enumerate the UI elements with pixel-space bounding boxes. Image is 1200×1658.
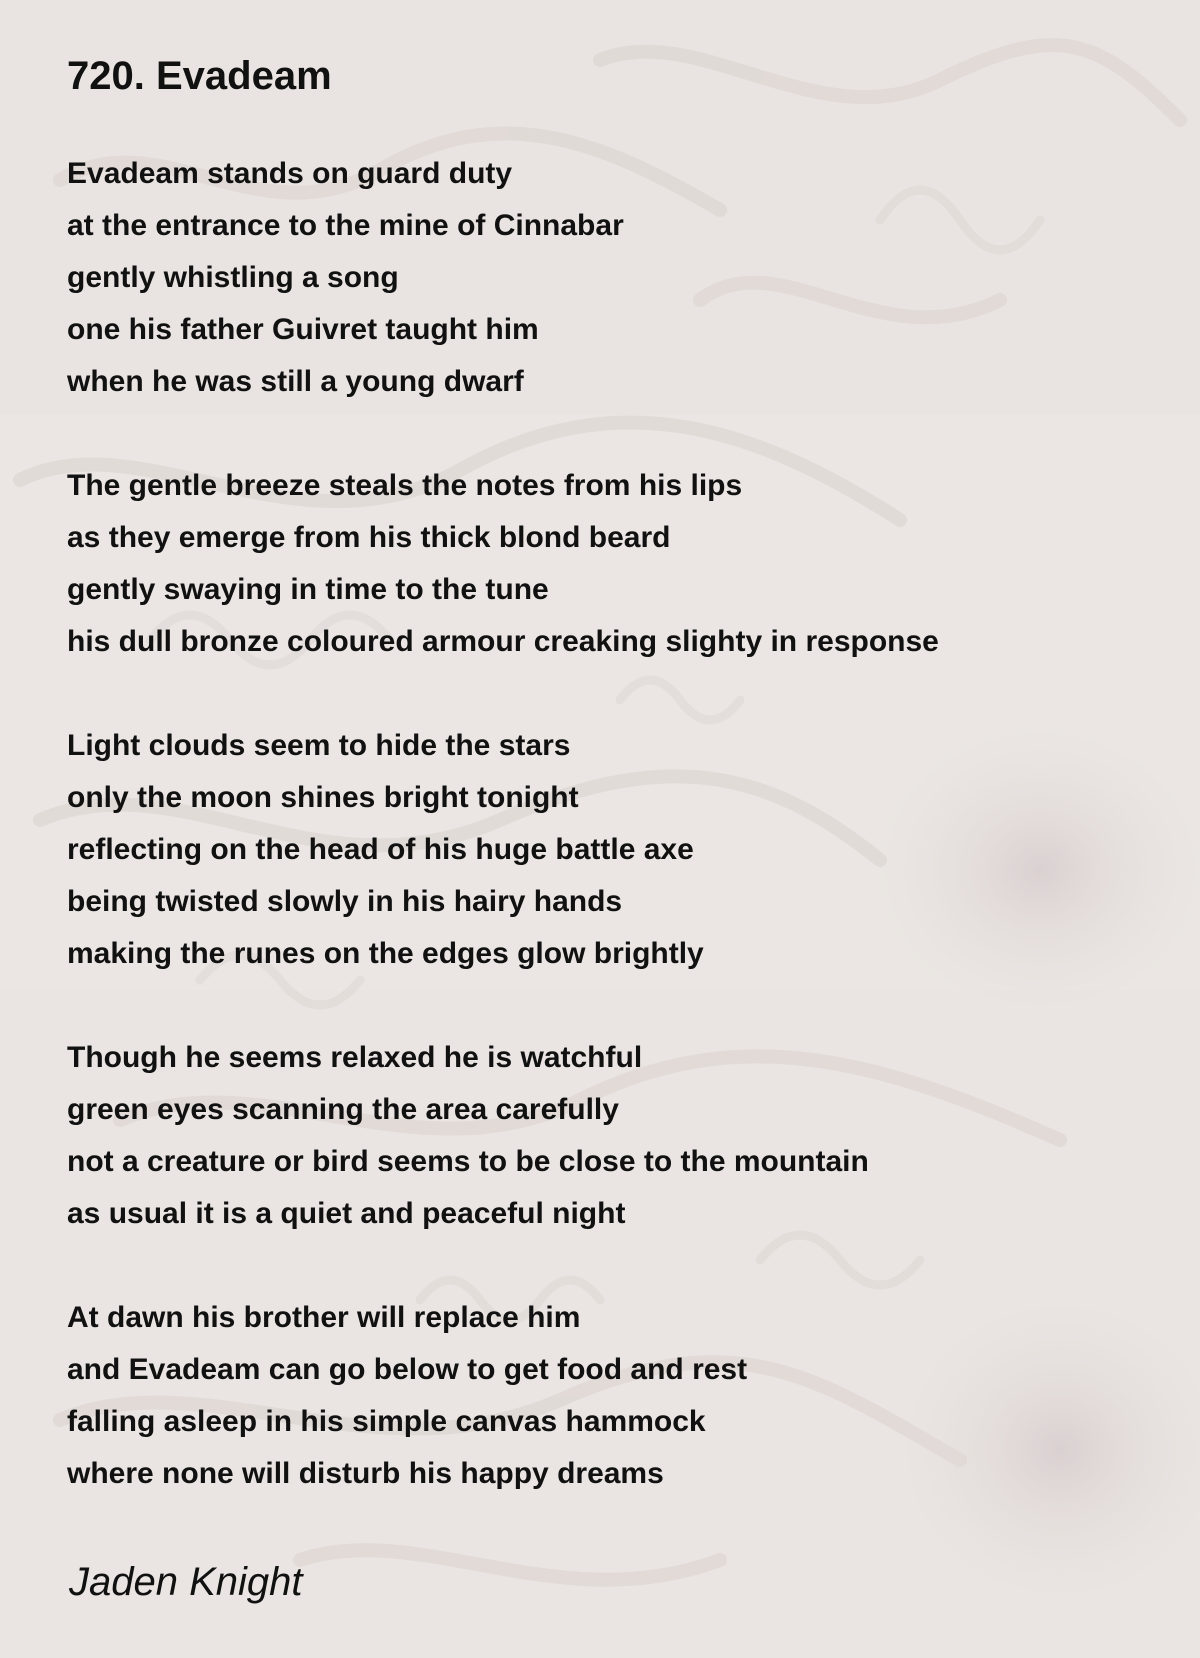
poem-line: making the runes on the edges glow brightly	[67, 937, 704, 970]
stanza-4	[67, 1032, 939, 1240]
stanza-3	[67, 720, 939, 980]
poem-line: only the moon shines bright tonight	[67, 781, 579, 814]
stanza-1	[67, 148, 939, 408]
poem-line: as they emerge from his thick blond beard	[67, 521, 671, 554]
poem-line: The gentle breeze steals the notes from his lips	[67, 469, 743, 502]
stanza-5	[67, 1292, 939, 1500]
poem-line: being twisted slowly in his hairy hands	[67, 885, 623, 918]
poem-line: gently swaying in time to the tune	[67, 573, 549, 606]
poem-line: not a creature or bird seems to be close to the mountain	[67, 1145, 869, 1178]
poem-line: green eyes scanning the area carefully	[67, 1093, 619, 1126]
poem-line: reflecting on the head of his huge battle axe	[67, 833, 694, 866]
poem-title: 720. Evadeam	[67, 54, 332, 98]
poem-line: falling asleep in his simple canvas hammock	[67, 1405, 706, 1438]
poem-line: at the entrance to the mine of Cinnabar	[67, 209, 624, 242]
poem-line: one his father Guivret taught him	[67, 313, 539, 346]
poem-line: and Evadeam can go below to get food and rest	[67, 1353, 748, 1386]
stanza-2	[67, 460, 939, 668]
poem-line: At dawn his brother will replace him	[67, 1301, 581, 1334]
poem-line: as usual it is a quiet and peaceful night	[67, 1197, 626, 1230]
poem-line: when he was still a young dwarf	[67, 365, 524, 398]
poem-author[interactable]: Jaden Knight	[69, 1560, 303, 1604]
poem-line: his dull bronze coloured armour creaking slighty in response	[67, 625, 939, 658]
poem-line: gently whistling a song	[67, 261, 399, 294]
poem-line: Light clouds seem to hide the stars	[67, 729, 571, 762]
poem-line: Evadeam stands on guard duty	[67, 157, 513, 190]
poem-line: where none will disturb his happy dreams	[67, 1457, 664, 1490]
poem-body	[67, 148, 939, 1552]
poem-line: Though he seems relaxed he is watchful	[67, 1041, 643, 1074]
